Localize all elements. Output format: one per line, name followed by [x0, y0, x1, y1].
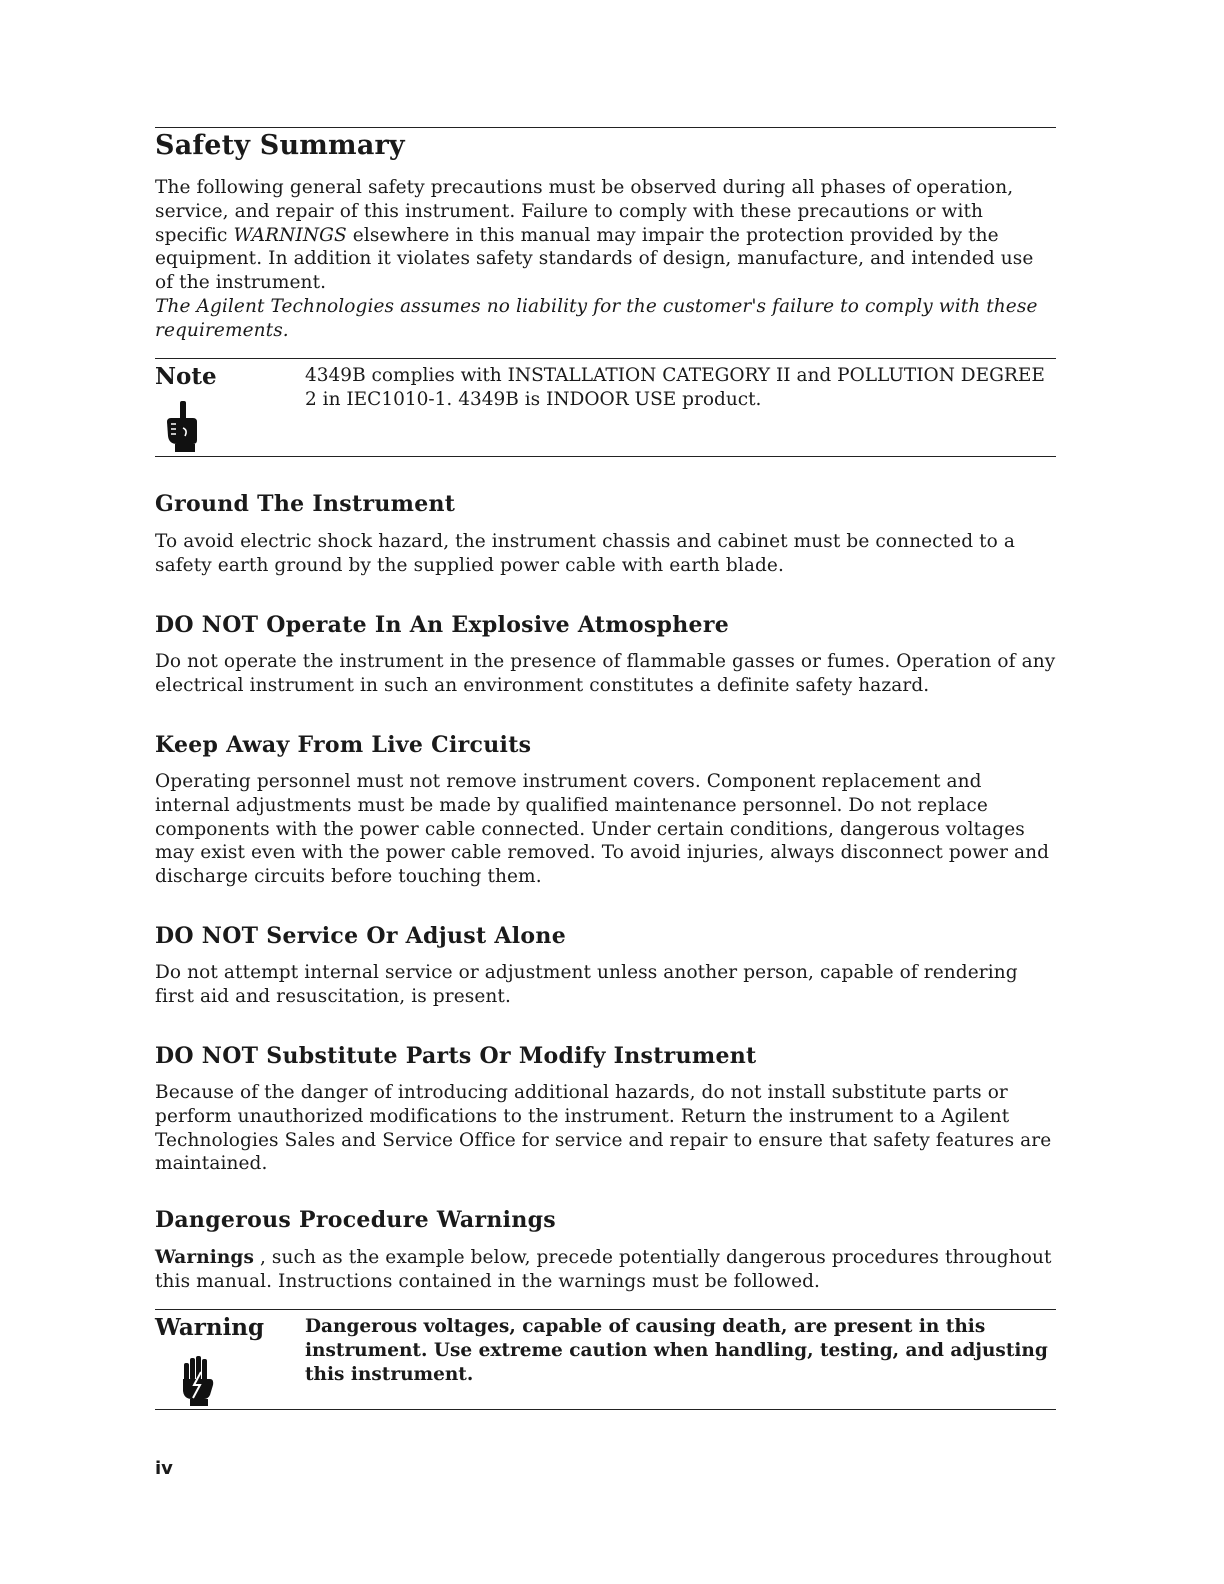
warnings-bold-word: Warnings [155, 1247, 254, 1268]
liability-text: The Agilent Technologies assumes no liability for the customer's failure to comply with these requirements. [155, 296, 1038, 341]
note-bottom-rule [155, 456, 1056, 457]
page-number: iv [155, 1458, 173, 1479]
note-label: Note [155, 363, 217, 390]
section-heading: Keep Away From Live Circuits [155, 732, 532, 758]
section-heading: DO NOT Operate In An Explosive Atmosphere [155, 612, 730, 638]
page-title: Safety Summary [155, 130, 405, 161]
pointing-hand-icon [163, 400, 199, 456]
section-body: Because of the danger of introducing additional hazards, do not install substitute parts or perform unauthorized modifications to the instrument. Return the instrument to a Agilent Technologies Sales and Service Office for service and repair to ensure that safety features are maintained. [155, 1082, 1052, 1175]
intro-text-after: elsewhere in this manual may impair the protection provided by the equipment. In addition it violates safety standards of design, manufacture, and intended use of the instrument. [155, 224, 1034, 294]
top-rule [155, 127, 1056, 128]
warnings-body-text: , such as the example below, precede potentially dangerous procedures throughout this manual. Instructions contained in the warnings must be followed. [155, 1247, 1052, 1292]
section-body: To avoid electric shock hazard, the instrument chassis and cabinet must be connected to a safety earth ground by the supplied power cable with earth blade. [155, 531, 1016, 576]
section-body: Operating personnel must not remove instrument covers. Component replacement and internal adjustments must be made by qualified maintenance personnel. Do not replace components with the power cable connected. Under certain conditions, dangerous voltages may exist even with the power cable removed. To avoid injuries, always disconnect power and discharge circuits before touching them. [155, 771, 1050, 888]
intro-text-before: The following general safety precautions must be observed during all phases of operation, service, and repair of this instrument. Failure to comply with these precautions or with specific [155, 177, 1014, 246]
intro-warnings-word: WARNINGS [233, 224, 347, 246]
note-text: 4349B complies with INSTALLATION CATEGORY II and POLLUTION DEGREE 2 in IEC1010-1. 4349B is INDOOR USE product. [305, 365, 1045, 410]
warning-top-rule [155, 1309, 1056, 1310]
section-body [155, 1246, 1056, 1294]
section-heading: Ground The Instrument [155, 491, 456, 517]
section-heading: DO NOT Substitute Parts Or Modify Instrument [155, 1043, 757, 1069]
warning-label: Warning [155, 1314, 265, 1341]
shock-hand-icon [180, 1355, 216, 1411]
section-heading: Dangerous Procedure Warnings [155, 1207, 556, 1233]
intro-paragraph [155, 176, 1056, 295]
section-body: Do not operate the instrument in the presence of flammable gasses or fumes. Operation of any electrical instrument in such an environment constitutes a definite safety hazard. [155, 651, 1056, 696]
section-body: Do not attempt internal service or adjustment unless another person, capable of rendering first aid and resuscitation, is present. [155, 962, 1018, 1007]
warning-text: Dangerous voltages, capable of causing death, are present in this instrument. Use extreme caution when handling, testing, and adjusting this instrument. [305, 1316, 1048, 1385]
note-top-rule [155, 358, 1056, 359]
warning-bottom-rule [155, 1409, 1056, 1410]
section-heading: DO NOT Service Or Adjust Alone [155, 923, 566, 949]
liability-statement [155, 295, 1056, 343]
